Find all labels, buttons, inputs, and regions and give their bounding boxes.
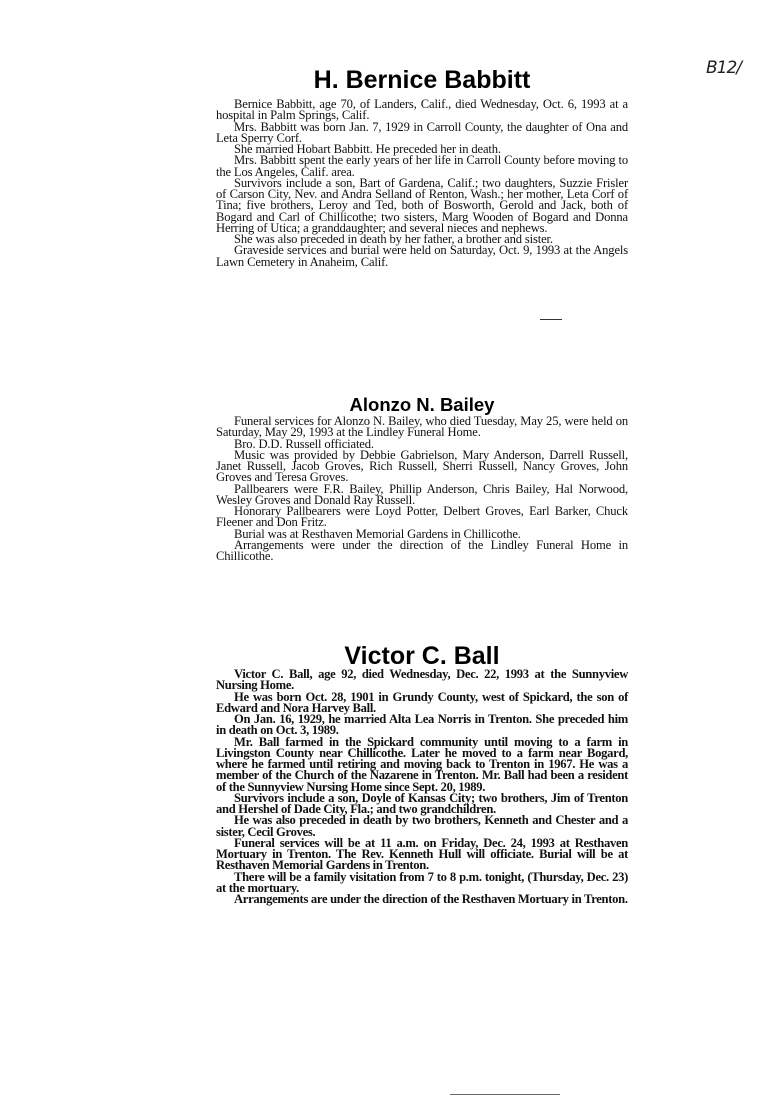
section-divider: [540, 319, 562, 320]
obituary-paragraph: Victor C. Ball, age 92, died Wednesday, Dec. 22, 1993 at the Sunnyview Nursing Home.: [216, 667, 628, 693]
obituary-paragraph: Funeral services will be at 11 a.m. on Friday, Dec. 24, 1993 at Resthaven Mortuary in Trenton. The Rev. Kenneth Hull will officiate. Burial will be at Resthaven Memorial Gardens in Trenton.: [216, 835, 628, 873]
obituary-body-babbitt: [216, 99, 628, 268]
obituary-paragraph: He was also preceded in death by two brothers, Kenneth and Chester and a sister, Cecil Groves.: [216, 813, 628, 839]
obituary-paragraph: There will be a family visitation from 7 to 8 p.m. tonight, (Thursday, Dec. 23) at the mortuary.: [216, 869, 628, 895]
obituary-paragraph: On Jan. 16, 1929, he married Alta Lea Norris in Trenton. She preceded him in death on Oct. 3, 1989.: [216, 712, 628, 738]
obituary-paragraph: Bro. D.D. Russell officiated.: [234, 436, 374, 451]
obituary-paragraph: Burial was at Resthaven Memorial Gardens in Chillicothe.: [234, 526, 521, 541]
obituary-body-ball: [216, 669, 628, 905]
obituary-paragraph: She was also preceded in death by her father, a brother and sister.: [234, 232, 553, 246]
obituary-body-bailey: [216, 416, 628, 562]
obituary-paragraph: He was born Oct. 28, 1901 in Grundy County, west of Spickard, the son of Edward and Nora Harvey Ball.: [216, 689, 628, 715]
obituary-paragraph: Survivors include a son, Bart of Gardena, Calif.; two daughters, Suzzie Frisler of Carson City, Nev. and Andra Selland of Renton, Wash.; her mother, Leta Corf of Tina; five brothers, Leroy and Ted, both of Bosworth, Gerold and Jack, both of Bogard and Carl of Chillicothe; two sisters, Marg Wooden of Bogard and Donna Herring of Utica; a granddaughter; and several nieces and nephews.: [216, 175, 628, 235]
obituary-paragraph: Funeral services for Alonzo N. Bailey, who died Tuesday, May 25, were held on Saturday, May 29, 1993 at the Lindley Funeral Home.: [216, 414, 628, 440]
obituary-paragraph: Mrs. Babbitt spent the early years of her life in Carroll County before moving to the Los Angeles, Calif. area.: [216, 153, 628, 179]
obituary-paragraph: Honorary Pallbearers were Loyd Potter, Delbert Groves, Earl Barker, Chuck Fleener and Don Fritz.: [216, 504, 628, 530]
obituary-paragraph: Mrs. Babbitt was born Jan. 7, 1929 in Carroll County, the daughter of Ona and Leta Sperry Corf.: [216, 119, 628, 145]
obituary-title-babbitt: H. Bernice Babbitt: [313, 66, 531, 94]
obituary-paragraph: Bernice Babbitt, age 70, of Landers, Calif., died Wednesday, Oct. 6, 1993 at a hospital in Palm Springs, Calif.: [216, 97, 628, 123]
handwritten-page-mark: B12/: [706, 58, 742, 78]
obituary-title-bailey: Alonzo N. Bailey: [349, 394, 495, 415]
obituary-paragraph: Music was provided by Debbie Gabrielson, Mary Anderson, Darrell Russell, Janet Russell, Jacob Groves, Rich Russell, Sherri Russell, Nancy Groves, John Groves and Teresa Groves.: [216, 447, 628, 485]
obituary-paragraph: Mr. Ball farmed in the Spickard community until moving to a farm in Livingston County near Chillicothe. Later he moved to a farm near Bogard, where he farmed until retiring and moving back to Trenton in 1967. He was a member of the Church of the Nazarene in Trenton. Mr. Ball had been a resident of the Sunnyview Nursing Home since Sept. 20, 1989.: [216, 734, 628, 794]
obituary-paragraph: Arrangements are under the direction of the Resthaven Mortuary in Trenton.: [234, 892, 628, 906]
obituary-paragraph: Pallbearers were F.R. Bailey, Phillip Anderson, Chris Bailey, Hal Norwood, Wesley Groves and Donald Ray Russell.: [216, 481, 628, 507]
obituary-title-ball: Victor C. Ball: [344, 642, 500, 670]
obituary-paragraph: She married Hobart Babbitt. He preceded her in death.: [234, 142, 501, 156]
obituary-paragraph: Graveside services and burial were held on Saturday, Oct. 9, 1993 at the Angels Lawn Cemetery in Anaheim, Calif.: [216, 243, 628, 269]
bottom-rule: [450, 1094, 560, 1095]
obituary-paragraph: Survivors include a son, Doyle of Kansas City; two brothers, Jim of Trenton and Hershel of Dade City, Fla.; and two grandchildren.: [216, 790, 628, 816]
obituary-paragraph: Arrangements were under the direction of the Lindley Funeral Home in Chillicothe.: [216, 537, 628, 563]
